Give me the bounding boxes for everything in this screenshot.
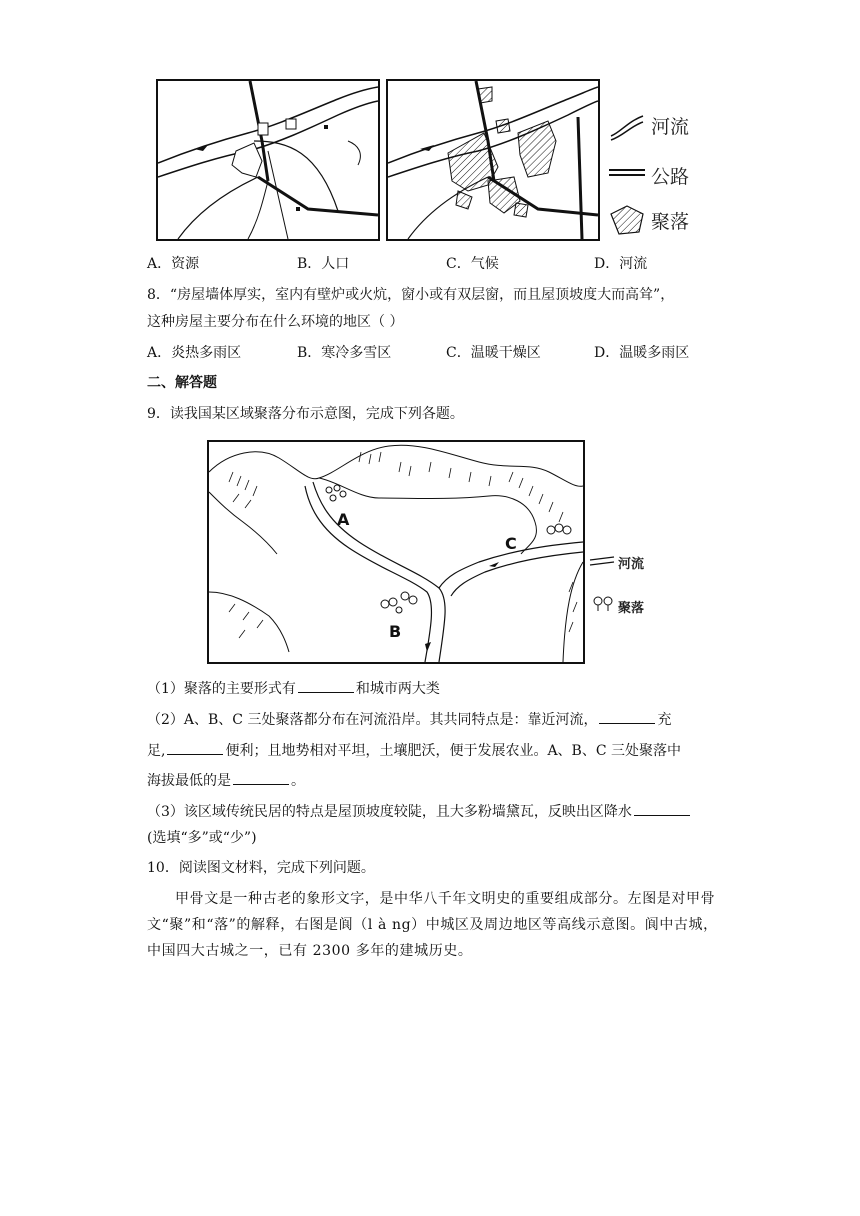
q9-sub3-line2: (选填“多”或“少”) <box>147 830 257 846</box>
legend-road-label: 公路 <box>651 166 690 188</box>
q7-option-c[interactable]: C．气候 <box>446 256 499 272</box>
legend-road-icon <box>607 166 647 180</box>
q7-map-left <box>156 79 380 241</box>
q8-option-a[interactable]: A．炎热多雨区 <box>147 345 242 361</box>
legend-river-label: 河流 <box>651 116 690 138</box>
q7-map-right-drawing <box>388 81 598 239</box>
q9-legend-settlement-icon <box>591 595 615 613</box>
q9-sub2-blank-1[interactable] <box>599 709 655 724</box>
legend-settlement-label: 聚落 <box>651 211 690 233</box>
legend-river-icon <box>607 112 647 142</box>
q9-label-c: C <box>505 534 517 553</box>
q9-sub3-blank[interactable] <box>634 801 690 816</box>
q7-option-d[interactable]: D．河流 <box>594 256 648 272</box>
q9-label-a: A <box>337 510 350 529</box>
q9-label-b: B <box>389 622 402 641</box>
q9-legend-river-icon <box>588 555 616 569</box>
q9-sub3-line1: （3）该区域传统民居的特点是屋顶坡度较陡，且大多粉墙黛瓦，反映出区降水 <box>147 801 692 822</box>
q8-stem-line2: 这种房屋主要分布在什么环境的地区（ ） <box>147 314 404 330</box>
q7-map-right <box>386 79 600 241</box>
q7-option-a[interactable]: A．资源 <box>147 256 200 272</box>
q8-stem-line1: 8．“房屋墙体厚实，室内有壁炉或火炕，窗小或有双层窗，而且屋顶坡度大而高耸”， <box>147 287 675 303</box>
q9-sub1: （1）聚落的主要形式有 和城市两大类 <box>147 678 440 699</box>
q8-option-c[interactable]: C．温暖干燥区 <box>446 345 541 361</box>
q10-stem: 10．阅读图文材料，完成下列问题。 <box>147 860 375 876</box>
q9-sub2-blank-2[interactable] <box>167 740 223 755</box>
q9-sub2-line2: 足, 便利；且地势相对平坦，土壤肥沃，便于发展农业。A、B、C 三处聚落中 <box>147 740 681 761</box>
q9-stem: 9．读我国某区域聚落分布示意图，完成下列各题。 <box>147 406 464 422</box>
legend-settlement-icon <box>607 204 647 236</box>
q8-option-d[interactable]: D．温暖多雨区 <box>594 345 690 361</box>
q9-map <box>207 440 585 664</box>
q9-legend-river-label: 河流 <box>618 557 645 572</box>
q9-sub2-line3: 海拔最低的是 。 <box>147 770 305 791</box>
q7-option-b[interactable]: B．人口 <box>297 256 350 272</box>
section-title: 二、解答题 <box>147 375 217 391</box>
q9-sub2-blank-3[interactable] <box>233 770 289 785</box>
q8-option-b[interactable]: B．寒冷多雪区 <box>297 345 392 361</box>
q10-paragraph: 甲骨文是一种古老的象形文字，是中华八千年文明史的重要组成部分。左图是对甲骨文“聚”和“落”的解释，右图是阆（l à ng）中城区及周边地区等高线示意图。阆中古城，中国四大古城之一，已有 2300 多年的建城历史。 <box>147 891 718 959</box>
q9-sub2-line1: （2）A、B、C 三处聚落都分布在河流沿岸。其共同特点是：靠近河流， 充 <box>147 709 671 730</box>
q9-legend-settlement-label: 聚落 <box>618 601 645 616</box>
q9-sub1-blank[interactable] <box>298 678 354 693</box>
q7-map-left-drawing <box>158 81 378 239</box>
